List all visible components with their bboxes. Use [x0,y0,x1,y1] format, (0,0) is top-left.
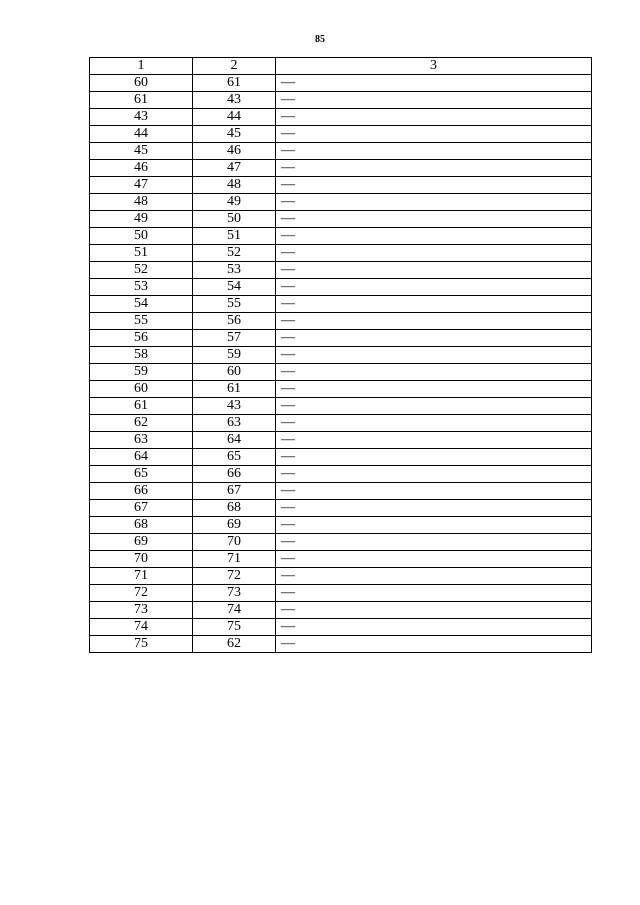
table-cell-col-3: — [276,551,592,568]
table-cell-col-2: 53 [193,262,276,279]
table-cell-col-1: 61 [90,398,193,415]
table-cell-col-3: — [276,364,592,381]
table-cell-col-2: 73 [193,585,276,602]
table-cell-col-3: — [276,347,592,364]
table-cell-col-1: 74 [90,619,193,636]
table-row [90,296,592,313]
table-row [90,347,592,364]
table-cell-col-3: — [276,109,592,126]
table-cell-col-1: 67 [90,500,193,517]
table-cell-col-3: — [276,330,592,347]
table-cell-col-1: 49 [90,211,193,228]
table-cell-col-1: 54 [90,296,193,313]
table-cell-col-2: 71 [193,551,276,568]
table-cell-col-1: 52 [90,262,193,279]
table-cell-col-1: 48 [90,194,193,211]
table-cell-col-2: 43 [193,92,276,109]
table-cell-col-3: — [276,398,592,415]
table-cell-col-2: 74 [193,602,276,619]
table-cell-col-1: 60 [90,381,193,398]
table-cell-col-3: — [276,211,592,228]
table-cell-col-3: — [276,432,592,449]
table-cell-col-3: — [276,585,592,602]
table-cell-col-3: — [276,143,592,160]
table-cell-col-2: 75 [193,619,276,636]
table-cell-col-2: 43 [193,398,276,415]
table-cell-col-2: 61 [193,381,276,398]
table-row [90,92,592,109]
table-row [90,262,592,279]
table-row [90,109,592,126]
column-header-1: 1 [90,58,193,75]
table-row [90,619,592,636]
table-row [90,398,592,415]
table-cell-col-3: — [276,262,592,279]
table-cell-col-1: 60 [90,75,193,92]
table-cell-col-2: 65 [193,449,276,466]
table-cell-col-2: 47 [193,160,276,177]
table-row [90,160,592,177]
table-cell-col-2: 48 [193,177,276,194]
table-cell-col-2: 61 [193,75,276,92]
table-cell-col-1: 43 [90,109,193,126]
table-cell-col-1: 50 [90,228,193,245]
table-cell-col-2: 62 [193,636,276,653]
table-cell-col-3: — [276,534,592,551]
table-row [90,551,592,568]
table-row [90,432,592,449]
table-row [90,568,592,585]
table-cell-col-3: — [276,126,592,143]
table-cell-col-3: — [276,381,592,398]
table-cell-col-1: 46 [90,160,193,177]
table-cell-col-1: 51 [90,245,193,262]
table-cell-col-1: 68 [90,517,193,534]
table-cell-col-3: — [276,92,592,109]
table-cell-col-3: — [276,619,592,636]
table-row [90,602,592,619]
table-cell-col-3: — [276,228,592,245]
column-header-3: 3 [276,58,592,75]
table-cell-col-3: — [276,75,592,92]
table-row [90,177,592,194]
table-cell-col-3: — [276,483,592,500]
table-cell-col-1: 58 [90,347,193,364]
table-cell-col-1: 72 [90,585,193,602]
table-cell-col-1: 73 [90,602,193,619]
table-cell-col-1: 53 [90,279,193,296]
table-cell-col-1: 64 [90,449,193,466]
table-row [90,585,592,602]
table-cell-col-2: 55 [193,296,276,313]
table-cell-col-3: — [276,568,592,585]
table-cell-col-2: 50 [193,211,276,228]
table-cell-col-3: — [276,500,592,517]
table-row [90,126,592,143]
table-body [90,75,592,653]
table-cell-col-3: — [276,602,592,619]
table-row [90,313,592,330]
table-cell-col-1: 75 [90,636,193,653]
column-header-2: 2 [193,58,276,75]
table-row [90,449,592,466]
table-row [90,466,592,483]
table-cell-col-1: 55 [90,313,193,330]
table-row [90,534,592,551]
table-cell-col-3: — [276,466,592,483]
table-row [90,415,592,432]
table-cell-col-3: — [276,313,592,330]
table-cell-col-1: 45 [90,143,193,160]
table-cell-col-2: 45 [193,126,276,143]
table-cell-col-1: 44 [90,126,193,143]
page-number: 85 [315,34,325,45]
table-cell-col-1: 62 [90,415,193,432]
table-cell-col-2: 49 [193,194,276,211]
table-cell-col-2: 72 [193,568,276,585]
table-cell-col-2: 52 [193,245,276,262]
table-cell-col-2: 67 [193,483,276,500]
table-cell-col-1: 71 [90,568,193,585]
table-row [90,330,592,347]
table-row [90,636,592,653]
table-row [90,143,592,160]
table-cell-col-3: — [276,194,592,211]
table-cell-col-1: 56 [90,330,193,347]
table-cell-col-2: 70 [193,534,276,551]
table-cell-col-1: 65 [90,466,193,483]
table-cell-col-2: 44 [193,109,276,126]
table-row [90,75,592,92]
table-cell-col-2: 51 [193,228,276,245]
table-row [90,228,592,245]
table-row [90,483,592,500]
table-cell-col-2: 56 [193,313,276,330]
table-cell-col-3: — [276,245,592,262]
table-cell-col-2: 68 [193,500,276,517]
table-header-row [90,58,592,75]
table-cell-col-2: 69 [193,517,276,534]
table-cell-col-3: — [276,177,592,194]
table-cell-col-1: 47 [90,177,193,194]
data-table [89,57,592,653]
table-cell-col-3: — [276,517,592,534]
table-cell-col-2: 46 [193,143,276,160]
table-row [90,279,592,296]
table-cell-col-1: 70 [90,551,193,568]
table-cell-col-2: 63 [193,415,276,432]
table-row [90,364,592,381]
table-cell-col-3: — [276,279,592,296]
table-cell-col-1: 66 [90,483,193,500]
table-row [90,245,592,262]
table-cell-col-2: 60 [193,364,276,381]
table-cell-col-2: 64 [193,432,276,449]
table-cell-col-3: — [276,636,592,653]
table-row [90,381,592,398]
table-row [90,517,592,534]
table-cell-col-1: 63 [90,432,193,449]
table-cell-col-2: 66 [193,466,276,483]
table-row [90,500,592,517]
table-cell-col-2: 54 [193,279,276,296]
table-row [90,211,592,228]
table-row [90,194,592,211]
table-cell-col-1: 61 [90,92,193,109]
table-cell-col-3: — [276,449,592,466]
table-cell-col-1: 59 [90,364,193,381]
table-cell-col-3: — [276,160,592,177]
table-cell-col-3: — [276,296,592,313]
table-cell-col-2: 57 [193,330,276,347]
table-cell-col-3: — [276,415,592,432]
table-cell-col-1: 69 [90,534,193,551]
table-cell-col-2: 59 [193,347,276,364]
